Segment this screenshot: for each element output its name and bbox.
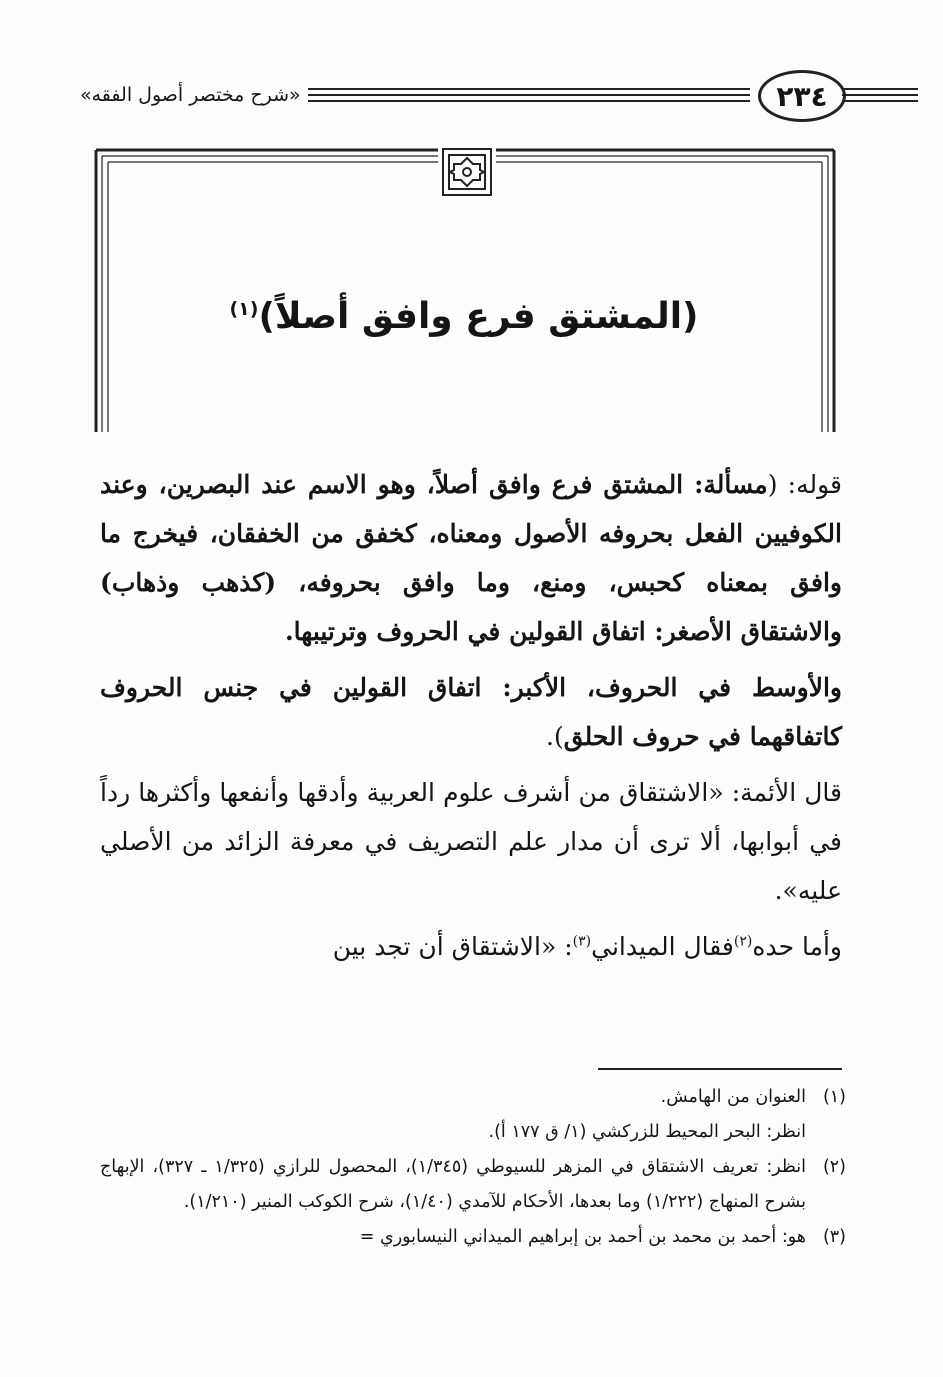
p2-tail: ). — [546, 722, 564, 751]
chapter-title-footnote-ref: (١) — [229, 298, 259, 320]
p2-quoted-text: والأوسط في الحروف، الأكبر: اتفاق القولين في جنس الحروف كاتفاقهما في حروف الحلق — [100, 673, 842, 751]
footnote-text: انظر: تعريف الاشتقاق في المزهر للسيوطي (١/٣٤٥)، المحصول للرازي (١/٣٢٥ ـ ٣٢٧)، الإبهاج بشرح المنهاج (١/٢٢٢) وما بعدها، الأحكام للآمدي (١/٤٠)، شرح الكوكب المنير (١/٢١٠). — [100, 1157, 806, 1212]
p4-part-c: : «الاشتقاق أن تجد بين — [332, 932, 573, 961]
p4-part-b: فقال الميداني — [591, 932, 734, 961]
p1-quoted-text: مسألة: المشتق فرع وافق أصلاً، وهو الاسم عند البصرين، وعند الكوفيين الفعل بحروفه الأصول ومعناه، كخفق من الخفقان، فيخرج ما وافق بمعناه كحبس، ومنع، وما وافق بحروفه، (كذهب وذهاب) والاشتقاق الأصغر: اتفاق القولين في الحروف وترتيبها. — [100, 470, 842, 646]
running-title: «شرح مختصر أصول الفقه» — [80, 84, 301, 106]
footnotes — [100, 1080, 846, 1255]
footnote-number: (٣) — [822, 1227, 846, 1247]
footnote-ref-3: (٣) — [572, 933, 592, 950]
paragraph-3: قال الأئمة: «الاشتقاق من أشرف علوم العربية وأدقها وأنفعها وأكثرها رداً في أبوابها، ألا ترى أن مدار علم التصريف في معرفة الزائد من الأصلي عليه». — [100, 778, 842, 905]
ornament-icon — [440, 146, 494, 198]
p1-lead: قوله: ( — [767, 470, 842, 499]
footnote-2 — [100, 1150, 846, 1220]
footnote-text: هو: أحمد بن محمد بن أحمد بن إبراهيم الميداني النيسابوري = — [359, 1227, 806, 1247]
footnote-number: (١) — [822, 1087, 846, 1107]
footnote-number: (٢) — [822, 1157, 846, 1177]
footnote-text: انظر: البحر المحيط للزركشي (١/ ق ١٧٧ أ). — [488, 1122, 806, 1142]
page-number: ٢٣٤ — [776, 79, 828, 113]
footnote-1-continued — [100, 1115, 846, 1150]
p4-part-a: وأما حده — [752, 932, 842, 961]
chapter-title-text: (المشتق فرع وافق أصلاً) — [258, 296, 699, 337]
footnote-1 — [100, 1080, 846, 1115]
footnote-ref-2: (٢) — [733, 933, 753, 950]
chapter-frame — [0, 0, 943, 470]
footnote-text: العنوان من الهامش. — [660, 1087, 806, 1107]
footnote-separator — [598, 1068, 842, 1070]
paragraph-1 — [100, 460, 842, 656]
paragraph-2 — [100, 663, 842, 761]
paragraph-4 — [100, 922, 842, 971]
chapter-title — [100, 296, 828, 337]
body-text — [100, 460, 842, 978]
footnote-3 — [100, 1220, 846, 1255]
